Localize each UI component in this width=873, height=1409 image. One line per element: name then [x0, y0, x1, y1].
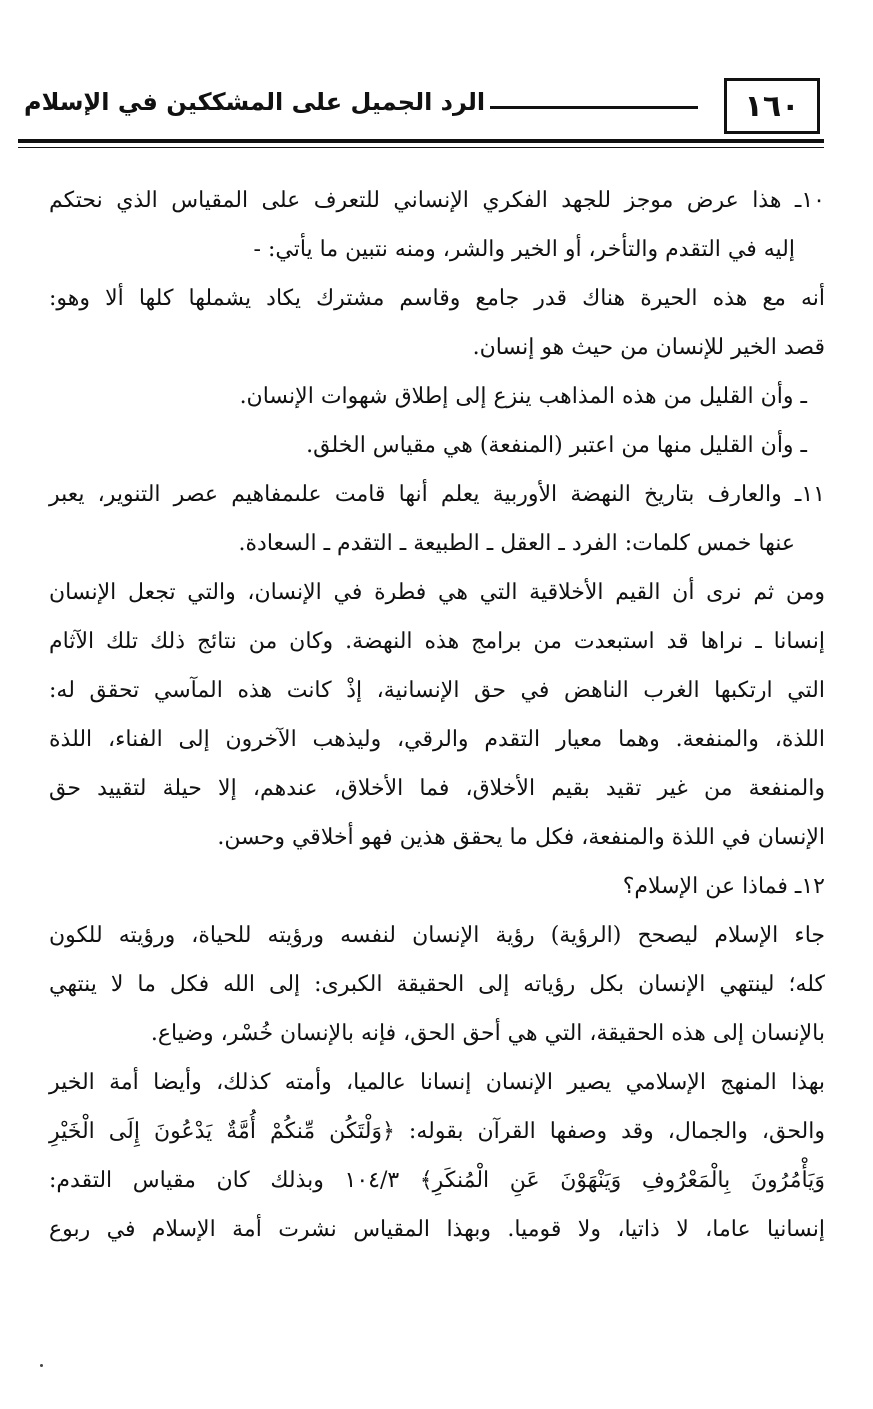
- text-line: جاء الإسلام ليصحح (الرؤية) رؤية الإنسان لنفسه ورؤيته للحياة، ورؤيته للكون: [49, 923, 825, 948]
- section-heading: ١٢ـ فماذا عن الإسلام؟: [622, 874, 825, 899]
- text-line: اللذة، والمنفعة. وهما معيار التقدم والرقي، وليذهب الآخرون إلى الفناء، اللذة: [49, 727, 825, 752]
- list-item: ـ وأن القليل من هذه المذاهب ينزع إلى إطلاق شهوات الإنسان.: [239, 384, 807, 409]
- running-title: الرد الجميل على المشككين في الإسلام: [24, 88, 486, 116]
- quran-verse-line: والحق، والجمال، وقد وصفها القرآن بقوله: ﴿وَلْتَكُن مِّنكُمْ أُمَّةٌ يَدْعُونَ إِلَى الْخَيْرِ: [49, 1119, 825, 1144]
- text-line: بالإنسان إلى هذه الحقيقة، التي هي أحق الحق، فإنه بالإنسان خُسْر، وضياع.: [150, 1021, 825, 1046]
- header-rule: [490, 106, 698, 109]
- page-body: [49, 176, 825, 1254]
- page-header: [20, 78, 820, 136]
- text-line: ١١ـ والعارف بتاريخ النهضة الأوربية يعلم أنها قامت علىمفاهيم عصر التنوير، يعبر: [49, 482, 825, 507]
- text-line: إنسانيا عاما، لا ذاتيا، ولا قوميا. وبهذا المقياس نشرت أمة الإسلام في ربوع: [49, 1217, 825, 1242]
- text-line: عنها خمس كلمات: الفرد ـ العقل ـ الطبيعة ـ التقدم ـ السعادة.: [238, 531, 795, 556]
- text-line: إنسانا ـ نراها قد استبعدت من برامج هذه النهضة. وكان من نتائج ذلك تلك الآثام: [49, 629, 825, 654]
- list-item: ـ وأن القليل منها من اعتبر (المنفعة) هي مقياس الخلق.: [306, 433, 807, 458]
- text-line: ١٠ـ هذا عرض موجز للجهد الفكري الإنساني للتعرف على المقياس الذي نحتكم: [49, 188, 825, 213]
- text-line: الإنسان في اللذة والمنفعة، فكل ما يحقق هذين فهو أخلاقي وحسن.: [217, 825, 825, 850]
- scan-speck: [40, 1364, 43, 1367]
- text-line: بهذا المنهج الإسلامي يصير الإنسان إنسانا عالميا، وأمته كذلك، وأيضا أمة الخير: [49, 1070, 825, 1095]
- text-line: أنه مع هذه الحيرة هناك قدر جامع وقاسم مشترك يكاد يشملها كلها ألا وهو:: [49, 286, 825, 311]
- text-line: إليه في التقدم والتأخر، أو الخير والشر، ومنه نتبين ما يأتي: -: [253, 237, 795, 262]
- text-line: كله؛ لينتهي الإنسان بكل رؤياته إلى الحقيقة الكبرى: إلى الله فكل ما لا ينتهي: [49, 972, 825, 997]
- quran-verse-line: وَيَأْمُرُونَ بِالْمَعْرُوفِ وَيَنْهَوْنَ عَنِ الْمُنكَرِ﴾ ١٠٤/٣ وبذلك كان مقياس التقدم:: [49, 1168, 826, 1193]
- text-line: والمنفعة من غير تقيد بقيم الأخلاق، فما الأخلاق، عندهم، إلا حيلة لتقييد حق: [49, 776, 825, 801]
- text-line: قصد الخير للإنسان من حيث هو إنسان.: [472, 335, 825, 360]
- page-number: ١٦٠: [744, 88, 800, 124]
- text-line: التي ارتكبها الغرب الناهض في حق الإنسانية، إذْ كانت هذه المآسي تحقق له:: [49, 678, 825, 703]
- page-number-box: [724, 78, 820, 134]
- text-line: ومن ثم نرى أن القيم الأخلاقية التي هي فطرة في الإنسان، والتي تجعل الإنسان: [49, 580, 825, 605]
- header-double-rule: [18, 139, 824, 148]
